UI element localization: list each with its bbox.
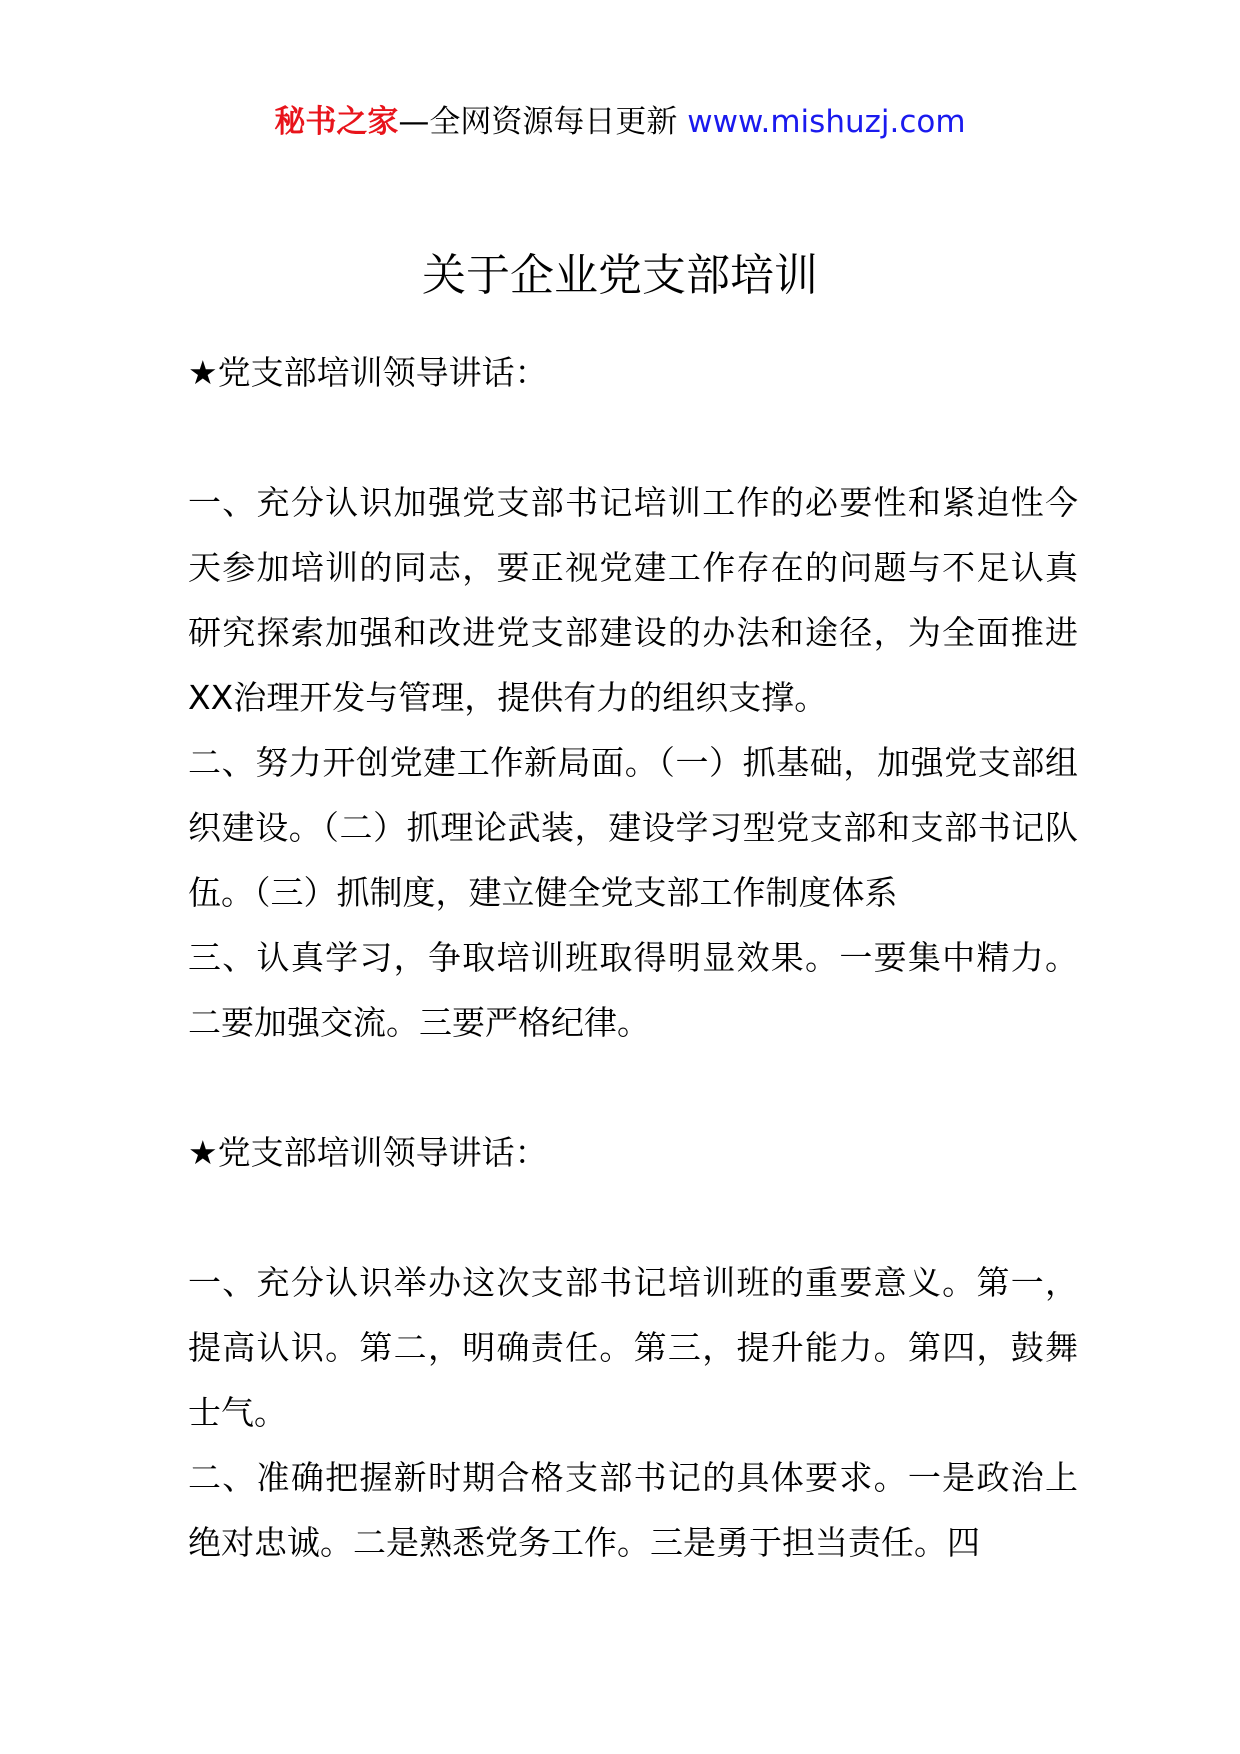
brand-name: 秘书之家	[274, 104, 399, 140]
header-slogan: —全网资源每日更新	[398, 104, 688, 140]
document-title: 关于企业党支部培训	[422, 250, 818, 301]
body-paragraph: 二、准确把握新时期合格支部书记的具体要求。一是政治上绝对忠诚。二是熟悉党务工作。三是勇于担当责任。四	[188, 1458, 1078, 1562]
section-2	[188, 1120, 1078, 1575]
site-url-link[interactable]: www.mishuzj.com	[687, 104, 966, 140]
section-heading: ★党支部培训领导讲话：	[188, 353, 548, 392]
section-1	[188, 340, 1078, 1055]
document-body	[188, 340, 1078, 1575]
section-heading: ★党支部培训领导讲话：	[188, 1133, 548, 1172]
body-paragraph: 一、充分认识加强党支部书记培训工作的必要性和紧迫性今天参加培训的同志，要正视党建工作存在的问题与不足认真研究探索加强和改进党支部建设的办法和途径，为全面推进XX治理开发与管理，提供有力的组织支撑。	[188, 483, 1078, 717]
body-paragraph: 三、认真学习，争取培训班取得明显效果。一要集中精力。二要加强交流。三要严格纪律。	[188, 938, 1078, 1042]
body-paragraph: 二、努力开创党建工作新局面。（一）抓基础，加强党支部组织建设。（二）抓理论武装，建设学习型党支部和支部书记队伍。（三）抓制度，建立健全党支部工作制度体系	[188, 743, 1078, 912]
site-header	[0, 100, 1240, 144]
body-paragraph: 一、充分认识举办这次支部书记培训班的重要意义。第一，提高认识。第二，明确责任。第三，提升能力。第四，鼓舞士气。	[188, 1263, 1078, 1432]
